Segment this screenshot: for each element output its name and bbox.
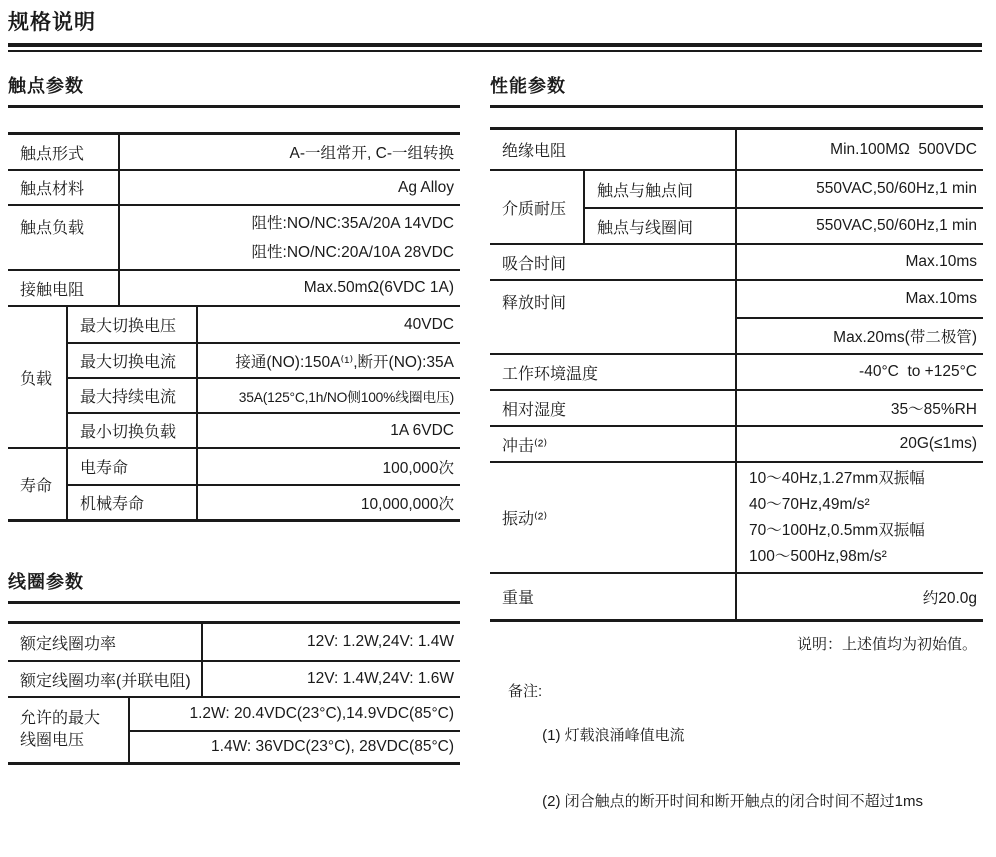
left-column <box>8 60 460 765</box>
row-label: 触点与触点间 <box>585 171 737 207</box>
row-label: 重量 <box>490 574 737 619</box>
row-value: 12V: 1.4W,24V: 1.6W <box>306 670 454 687</box>
row-label: 冲击⁽²⁾ <box>490 427 737 461</box>
table-row <box>490 389 983 425</box>
table-row <box>68 412 460 447</box>
remark-line-2: (2) 闭合触点的断开时间和断开触点的闭合时间不超过1ms <box>542 793 924 810</box>
row-label: 振动⁽²⁾ <box>490 463 737 572</box>
table-row <box>68 449 460 484</box>
table-row <box>585 171 983 207</box>
coil-parameters-table <box>8 621 460 765</box>
row-label: 接触电阻 <box>8 271 120 305</box>
row-label: 触点负载 <box>8 206 120 269</box>
remark-line-1: (1) 灯载浪涌峰值电流 <box>542 727 685 744</box>
table-row <box>490 461 983 572</box>
page-header <box>8 6 982 52</box>
group-label: 介质耐压 <box>490 171 585 243</box>
dielectric-group-row <box>490 169 983 243</box>
row-label: 触点形式 <box>8 135 120 169</box>
row-label: 绝缘电阻 <box>490 130 737 169</box>
row-label: 相对湿度 <box>490 391 737 425</box>
row-label: 最小切换负载 <box>68 414 198 447</box>
header-double-rule <box>8 43 982 52</box>
group-label: 寿命 <box>8 449 68 519</box>
row-value: 35～85%RH <box>890 401 977 418</box>
group-body <box>130 698 460 762</box>
right-column <box>490 60 983 857</box>
row-value: Max.20ms(带二极管) <box>833 329 977 346</box>
table-row <box>68 377 460 412</box>
table-row <box>490 425 983 461</box>
group-label: 负载 <box>8 307 68 447</box>
max-coil-voltage-group-row <box>8 696 460 762</box>
row-value <box>120 206 460 269</box>
row-label: 工作环境温度 <box>490 355 737 389</box>
group-label: 释放时间 <box>490 281 737 353</box>
row-value: 约20.0g <box>922 589 977 607</box>
row-value: 12V: 1.2W,24V: 1.4W <box>306 633 454 650</box>
vibration-line: 70～100Hz,0.5mm双振幅 <box>749 521 925 539</box>
vibration-line: 10～40Hz,1.27mm双振幅 <box>749 469 925 487</box>
row-label: 触点材料 <box>8 171 120 204</box>
group-label <box>8 698 130 762</box>
coil-section-heading: 线圈参数 <box>8 556 460 604</box>
contact-section-heading: 触点参数 <box>8 60 460 108</box>
table-row <box>8 269 460 305</box>
table-row <box>8 135 460 169</box>
life-group-row <box>8 447 460 519</box>
vibration-line: 100～500Hz,98m/s² <box>749 547 887 565</box>
table-row <box>8 169 460 204</box>
table-row <box>737 281 983 317</box>
row-value-line: 阻性:NO/NC:20A/10A 28VDC <box>251 243 454 261</box>
row-value: Max.10ms <box>905 290 977 307</box>
row-value: -40°C to +125°C <box>859 363 977 380</box>
load-group-row <box>8 305 460 447</box>
row-value: Ag Alloy <box>397 178 454 196</box>
row-label: 机械寿命 <box>68 486 198 519</box>
contact-parameters-table <box>8 132 460 522</box>
vibration-line: 40～70Hz,49m/s² <box>749 495 870 513</box>
row-label: 触点与线圈间 <box>585 209 737 243</box>
group-body <box>68 307 460 447</box>
row-label: 额定线圈功率 <box>8 624 203 660</box>
row-label: 最大切换电流 <box>68 344 198 377</box>
table-row <box>8 204 460 269</box>
table-row <box>130 730 460 762</box>
row-value: 40VDC <box>404 315 454 333</box>
row-value: 1A 6VDC <box>390 421 454 439</box>
row-value: 100,000次 <box>382 459 454 477</box>
row-value: Min.100MΩ 500VDC <box>830 140 977 158</box>
row-value: 1.4W: 36VDC(23°C), 28VDC(85°C) <box>211 738 454 755</box>
table-row <box>490 572 983 619</box>
row-label: 额定线圈功率(并联电阻) <box>8 662 203 696</box>
table-row <box>737 317 983 353</box>
row-value: A-一组常开, C-一组转换 <box>289 145 454 162</box>
row-value: 1.2W: 20.4VDC(23°C),14.9VDC(85°C) <box>189 705 454 722</box>
row-value <box>737 463 983 572</box>
row-label: 吸合时间 <box>490 245 737 279</box>
table-row <box>68 484 460 519</box>
table-row <box>490 243 983 279</box>
table-row <box>8 660 460 696</box>
remarks-block <box>508 681 983 857</box>
rule-thick <box>8 43 982 47</box>
group-label-line: 线圈电压 <box>20 732 85 749</box>
group-body <box>737 281 983 353</box>
table-row <box>68 307 460 342</box>
row-value: Max.10ms <box>905 253 977 270</box>
row-value-line: 阻性:NO/NC:35A/20A 14VDC <box>251 214 454 232</box>
performance-section-heading: 性能参数 <box>490 60 983 108</box>
table-row <box>585 207 983 243</box>
table-row <box>8 624 460 660</box>
row-label: 最大切换电压 <box>68 307 198 342</box>
row-value: 10,000,000次 <box>360 495 454 513</box>
row-label: 最大持续电流 <box>68 379 198 412</box>
row-label: 电寿命 <box>68 449 198 484</box>
table-row <box>130 698 460 730</box>
table-row <box>490 130 983 169</box>
page-title: 规格说明 <box>8 11 96 34</box>
row-value: 20G(≤1ms) <box>899 435 977 452</box>
performance-parameters-table <box>490 127 983 622</box>
row-value: 接通(NO):150A⁽¹⁾,断开(NO):35A <box>235 353 454 371</box>
group-body <box>68 449 460 519</box>
group-body <box>585 171 983 243</box>
statement-note: 说明：上述值均为初始值。 <box>796 636 977 653</box>
rule-thin <box>8 50 982 52</box>
release-time-group-row <box>490 279 983 353</box>
row-value: 35A(125°C,1h/NO侧100%线圈电压) <box>238 389 454 405</box>
table-row <box>68 342 460 377</box>
remark-prefix: 备注: <box>508 683 543 700</box>
table-row <box>490 353 983 389</box>
row-value: 550VAC,50/60Hz,1 min <box>816 217 977 234</box>
row-value: Max.50mΩ(6VDC 1A) <box>303 279 454 296</box>
remark-lines <box>542 681 923 857</box>
row-value: 550VAC,50/60Hz,1 min <box>816 180 977 197</box>
group-label-line: 允许的最大 <box>20 710 101 727</box>
